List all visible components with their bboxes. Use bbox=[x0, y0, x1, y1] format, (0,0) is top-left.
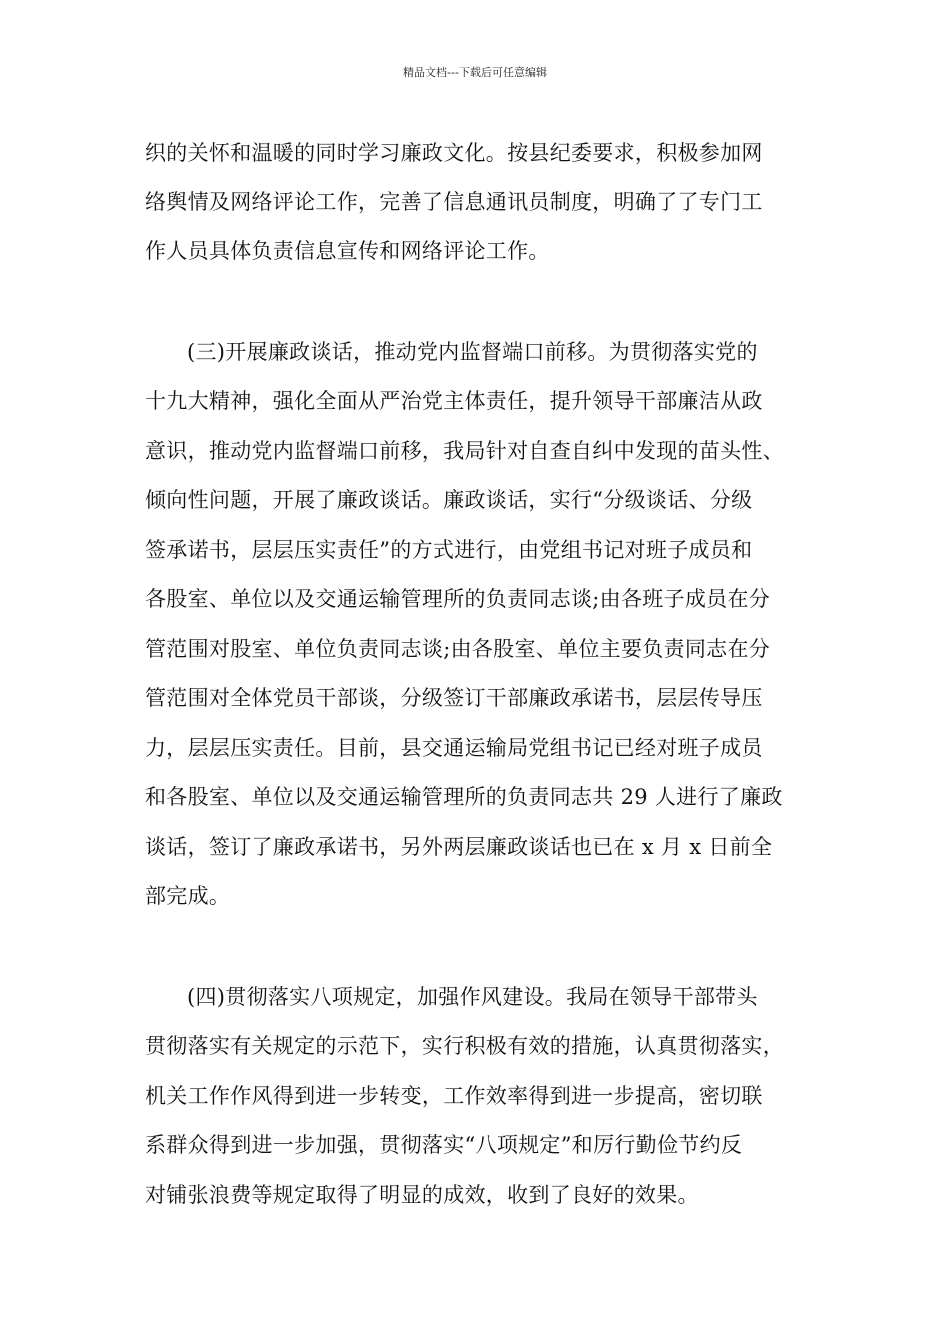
text-line: 力，层层压实责任。目前，县交通运输局党组书记已经对班子成员 bbox=[145, 736, 763, 760]
text-line: 络舆情及网络评论工作，完善了信息通讯员制度，明确了了专门工 bbox=[145, 190, 763, 214]
paragraph-heading-4: (四)贯彻落实八项规定，加强作风建设。我局在领导干部带头 bbox=[187, 985, 758, 1009]
text-line: 谈话，签订了廉政承诺书，另外两层廉政谈话也已在 x 月 x 日前全 bbox=[145, 835, 773, 859]
text-line: 管范围对股室、单位负责同志谈;由各股室、单位主要负责同志在分 bbox=[145, 637, 771, 661]
text-line: 管范围对全体党员干部谈，分级签订干部廉政承诺书，层层传导压 bbox=[145, 686, 763, 710]
text-line: 织的关怀和温暖的同时学习廉政文化。按县纪委要求，积极参加网 bbox=[145, 141, 763, 165]
page-header: 精品文档---下载后可任意编辑 bbox=[403, 66, 547, 79]
text-line: 部完成。 bbox=[145, 884, 231, 908]
text-line: 意识，推动党内监督端口前移，我局针对自查自纠中发现的苗头性、 bbox=[145, 439, 784, 463]
text-line: 倾向性问题，开展了廉政谈话。廉政谈话，实行“分级谈话、分级 bbox=[145, 488, 753, 512]
text-line: 机关工作作风得到进一步转变，工作效率得到进一步提高，密切联 bbox=[145, 1084, 763, 1108]
text-line: 十九大精神，强化全面从严治党主体责任，提升领导干部廉洁从政 bbox=[145, 389, 763, 413]
text-line: 签承诺书，层层压实责任”的方式进行，由党组书记对班子成员和 bbox=[145, 538, 753, 562]
text-line: 各股室、单位以及交通运输管理所的负责同志谈;由各班子成员在分 bbox=[145, 587, 771, 611]
text-line: 作人员具体负责信息宣传和网络评论工作。 bbox=[145, 239, 550, 263]
paragraph-heading-3: (三)开展廉政谈话，推动党内监督端口前移。为贯彻落实党的 bbox=[187, 340, 758, 364]
text-line: 对铺张浪费等规定取得了明显的成效，收到了良好的效果。 bbox=[145, 1183, 699, 1207]
text-line: 贯彻落实有关规定的示范下，实行积极有效的措施，认真贯彻落实， bbox=[145, 1034, 784, 1058]
text-line: 和各股室、单位以及交通运输管理所的负责同志共 29 人进行了廉政 bbox=[145, 785, 783, 809]
text-line: 系群众得到进一步加强，贯彻落实“八项规定”和厉行勤俭节约反 bbox=[145, 1133, 743, 1157]
